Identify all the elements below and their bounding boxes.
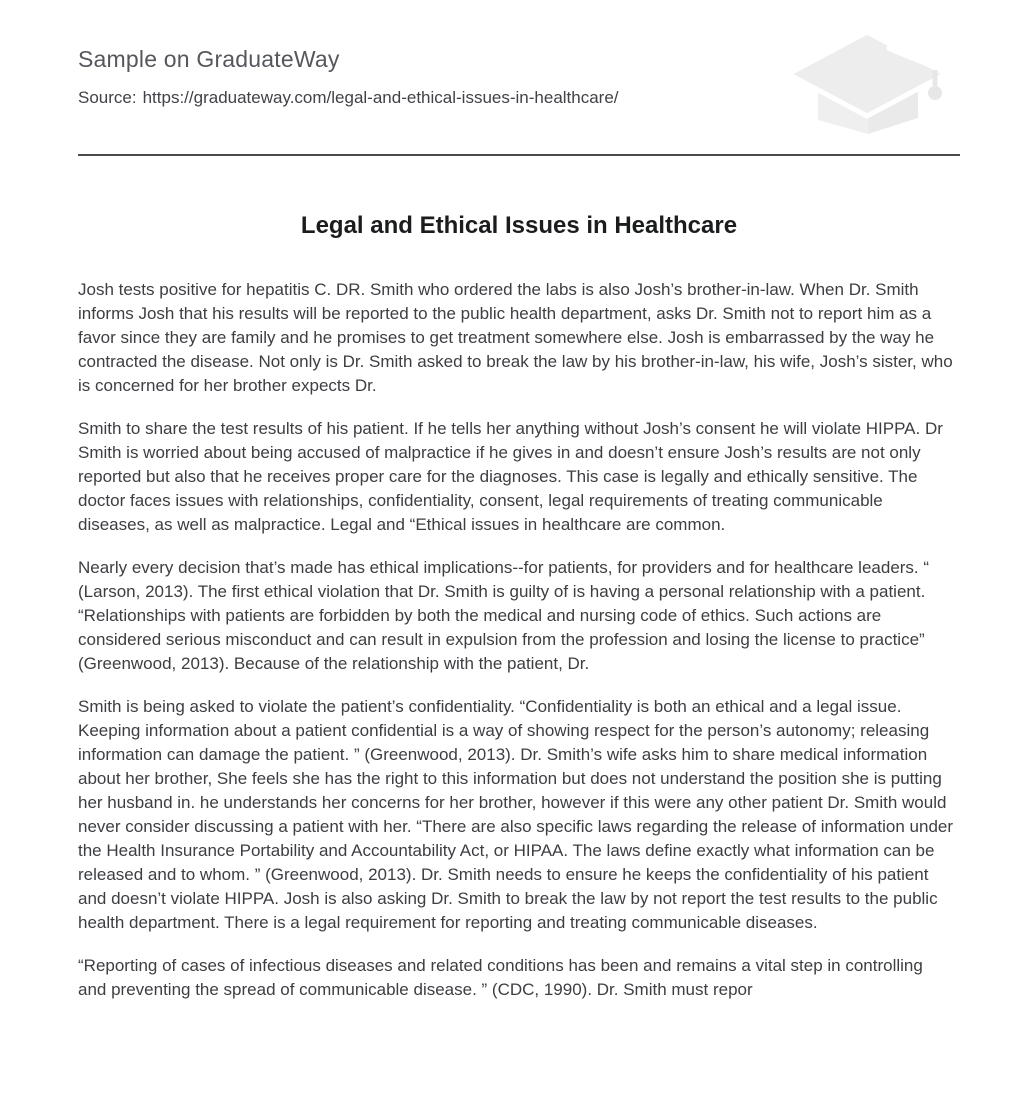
- essay-paragraph-3: Nearly every decision that’s made has ethical implications--for patients, for providers and for healthcare leaders. “ (Larson, 2013). The first ethical violation that Dr. Smith is guilty of is having a personal relationship with a patient. “Relationships with patients are forbidden by both the medical and nursing code of ethics. Such actions are considered serious misconduct and can result in expulsion from the profession and losing the license to practice” (Greenwood, 2013). Because of the relationship with the patient, Dr.: [78, 558, 930, 673]
- header: [78, 46, 960, 108]
- essay-content: [78, 211, 960, 1002]
- header-divider: [78, 154, 960, 156]
- source-url-link[interactable]: https://graduateway.com/legal-and-ethical-issues-in-healthcare/: [142, 88, 619, 107]
- essay-body: [78, 278, 954, 1002]
- essay-title: Legal and Ethical Issues in Healthcare: [300, 212, 738, 239]
- sample-on-graduateway-label: Sample on GraduateWay: [78, 46, 340, 72]
- essay-paragraph-5: “Reporting of cases of infectious diseases and related conditions has been and remains a vital step in controlling and preventing the spread of communicable disease. ” (CDC, 1990). Dr. Smith must repor: [78, 956, 923, 999]
- essay-paragraph-4: Smith is being asked to violate the patient’s confidentiality. “Confidentiality is both an ethical and a legal issue. Keeping information about a patient confidential is a way of showing respect for the person’s autonomy; releasing information can damage the patient. ” (Greenwood, 2013). Dr. Smith’s wife asks him to share medical information about her brother, She feels she has the right to this information but does not understand the position she is putting her husband in. he understands her concerns for her brother, however if this were any other patient Dr. Smith would never consider discussing a patient with her. “There are also specific laws regarding the release of information under the Health Insurance Portability and Accountability Act, or HIPAA. The laws define exactly what information can be released and to whom. ” (Greenwood, 2013). Dr. Smith needs to ensure he keeps the confidentiality of his patient and doesn’t violate HIPPA. Josh is also asking Dr. Smith to break the law by not report the test results to the public health department. There is a legal requirement for reporting and treating communicable diseases.: [78, 697, 954, 932]
- source-label: Source:: [78, 88, 137, 107]
- graduation-cap-icon: [782, 30, 952, 136]
- essay-paragraph-1: Josh tests positive for hepatitis C. DR. Smith who ordered the labs is also Josh’s brother-in-law. When Dr. Smith informs Josh that his results will be reported to the public health department, asks Dr. Smith not to report him as a favor since they are family and he promises to get treatment somewhere else. Josh is embarrassed by the way he contracted the disease. Not only is Dr. Smith asked to break the law by his brother-in-law, his wife, Josh’s sister, who is concerned for her brother expects Dr.: [78, 280, 953, 395]
- essay-paragraph-2: Smith to share the test results of his patient. If he tells her anything without Josh’s consent he will violate HIPPA. Dr Smith is worried about being accused of malpractice if he gives in and doesn’t ensure Josh’s results are not only reported but also that he receives proper care for the diagnoses. This case is legally and ethically sensitive. The doctor faces issues with relationships, confidentiality, consent, legal requirements of treating communicable diseases, as well as malpractice. Legal and “Ethical issues in healthcare are common.: [78, 419, 943, 534]
